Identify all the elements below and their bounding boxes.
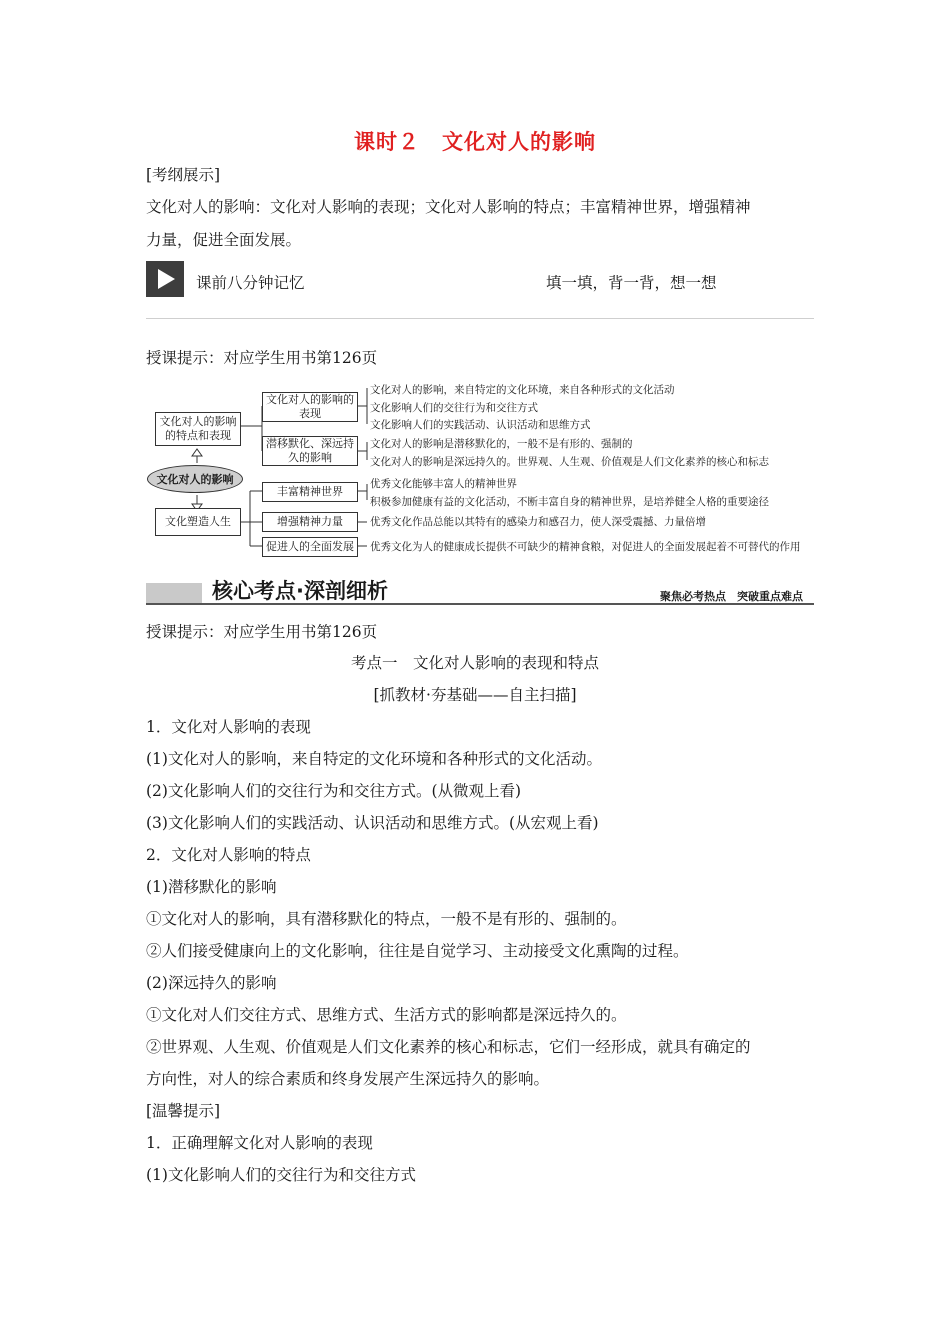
mindmap-text-0: 文化对人的影响，来自特定的文化环境，来自各种形式的文化活动: [370, 384, 675, 396]
body-line: (1)文化对人的影响，来自特定的文化环境和各种形式的文化活动。: [146, 750, 602, 768]
mindmap-connectors: [0, 0, 950, 600]
subheading: [抓教材·夯基础——自主扫描]: [373, 686, 577, 704]
body-line: (2)深远持久的影响: [146, 974, 277, 992]
mindmap-text-5: 优秀文化能够丰富人的精神世界: [370, 478, 517, 490]
mindmap-text-4: 文化对人的影响是深远持久的。世界观、人生观、价值观是人们文化素养的核心和标志: [370, 456, 769, 468]
mindmap-text-3: 文化对人的影响是潜移默化的，一般不是有形的、强制的: [370, 438, 633, 450]
body-line: 2．文化对人影响的特点: [146, 846, 311, 864]
body-line: ①文化对人们交往方式、思维方式、生活方式的影响都是深远持久的。: [146, 1006, 627, 1024]
banner-right-label: 填一填，背一背，想一想: [546, 274, 717, 292]
mindmap-text-1: 文化影响人们的交往行为和交往方式: [370, 402, 538, 414]
mindmap-text-2: 文化影响人们的实践活动、认识活动和思维方式: [370, 419, 591, 431]
mindmap-node-2: 丰富精神世界: [262, 482, 358, 502]
section-marker: [146, 583, 202, 603]
mindmap-node-features: 文化对人的影响的特点和表现: [155, 412, 241, 446]
banner-left-label: 课前八分钟记忆: [196, 274, 305, 292]
section-rule: [146, 603, 814, 605]
body-line: 方向性，对人的综合素质和终身发展产生深远持久的影响。: [146, 1070, 550, 1088]
body-line: ②人们接受健康向上的文化影响，往往是自觉学习、主动接受文化熏陶的过程。: [146, 942, 689, 960]
body-line: ①文化对人的影响，具有潜移默化的特点，一般不是有形的、强制的。: [146, 910, 627, 928]
mindmap-root: 文化对人的影响: [147, 465, 243, 493]
section-subtitle: 聚焦必考热点 突破重点难点: [660, 590, 803, 603]
mindmap-text-6: 积极参加健康有益的文化活动，不断丰富自身的精神世界，是培养健全人格的重要途径: [370, 496, 769, 508]
body-line: (1)潜移默化的影响: [146, 878, 277, 896]
mindmap-node-4: 促进人的全面发展: [262, 537, 358, 557]
mindmap-node-1: 潜移默化、深远持久的影响: [262, 436, 358, 466]
lecture-hint-2: 授课提示：对应学生用书第126页: [146, 623, 378, 641]
mindmap-text-7: 优秀文化作品总能以其特有的感染力和感召力，使人深受震撼、力量倍增: [370, 516, 706, 528]
body-line: 1．文化对人影响的表现: [146, 718, 311, 736]
syllabus-label: [考纲展示]: [146, 166, 221, 184]
section-title: 核心考点·深剖细析: [212, 579, 388, 603]
mindmap-text-8: 优秀文化为人的健康成长提供不可缺少的精神食粮，对促进人的全面发展起着不可替代的作用: [370, 541, 801, 553]
mindmap-node-0: 文化对人的影响的表现: [262, 392, 358, 422]
body-line: ②世界观、人生观、价值观是人们文化素养的核心和标志，它们一经形成，就具有确定的: [146, 1038, 751, 1056]
lecture-hint-1: 授课提示：对应学生用书第126页: [146, 349, 378, 367]
body-line: 1．正确理解文化对人影响的表现: [146, 1134, 373, 1152]
body-line: (3)文化影响人们的实践活动、认识活动和思维方式。(从宏观上看): [146, 814, 599, 832]
mindmap-node-shape-life: 文化塑造人生: [155, 508, 241, 536]
mindmap-node-3: 增强精神力量: [262, 512, 358, 532]
body-line: (2)文化影响人们的交往行为和交往方式。(从微观上看): [146, 782, 522, 800]
page-title: 课时２ 文化对人的影响: [354, 129, 596, 154]
body-line: (1)文化影响人们的交往行为和交往方式: [146, 1166, 416, 1184]
body-line: [温馨提示]: [146, 1102, 221, 1120]
syllabus-line-2: 力量，促进全面发展。: [146, 231, 302, 249]
syllabus-line-1: 文化对人的影响：文化对人影响的表现；文化对人影响的特点；丰富精神世界，增强精神: [146, 198, 751, 216]
kaodian-heading: 考点一 文化对人影响的表现和特点: [350, 654, 599, 672]
